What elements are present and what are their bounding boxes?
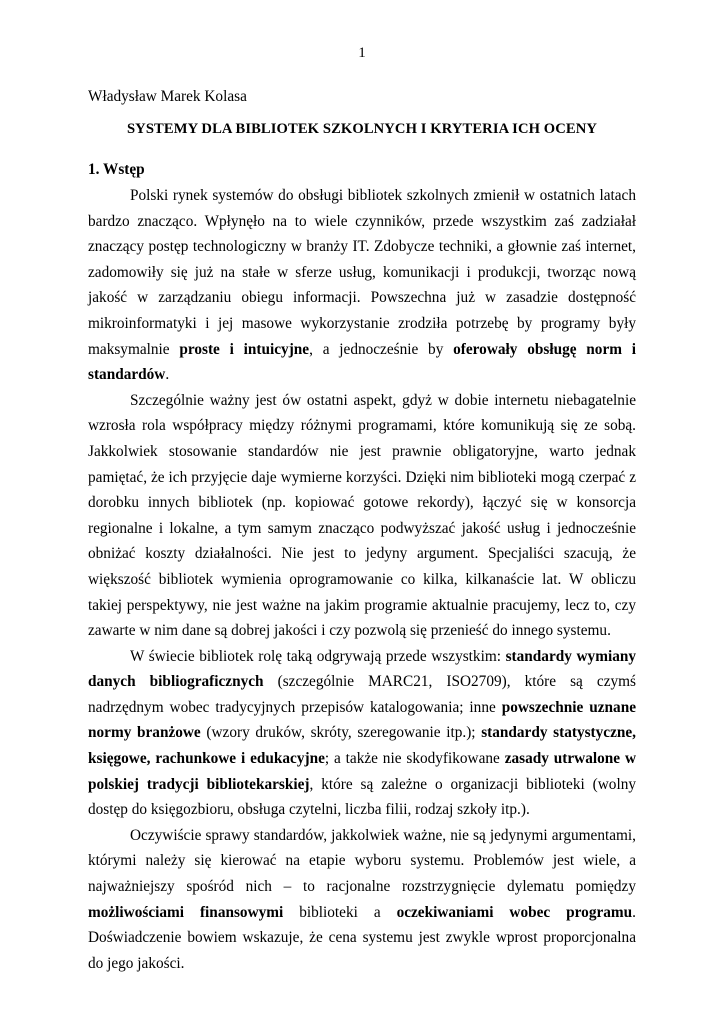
paragraph-1: Polski rynek systemów do obsługi bibliotek szkolnych zmienił w ostatnich latach bardzo znacząco. Wpłynęło na to wiele czynników, przede wszystkim zaś zadziałał znaczący postęp technologiczny w branży IT. Zdobycze techniki, a głownie zaś internet, zadomowiły się już na stałe w sferze usług, komunikacji i produkcji, tworząc nową jakość w zarządzaniu obiegu informacji. Powszechna już w zasadzie dostępność mikroinformatyki i jej masowe wykorzystanie zrodziła potrzebę by programy były maksymalnie proste i intuicyjne, a jednocześnie by oferowały obsługę norm i standardów.	[88, 187, 637, 384]
bold-phrase: zasady utrwalone w polskiej tradycji bibliotekarskiej	[88, 750, 636, 793]
bold-phrase: proste i intuicyjne	[179, 340, 310, 358]
bold-phrase: możliwościami finansowymi	[88, 903, 284, 921]
bold-phrase: oczekiwaniami wobec programu	[396, 903, 633, 921]
bold-phrase: oferowały obsługę norm i standardów	[88, 340, 637, 384]
paragraph-2: Szczególnie ważny jest ów ostatni aspekt, gdyż w dobie internetu niebagatelnie wzrosła rola współpracy między różnymi programami, które komunikują się ze sobą. Jakkolwiek stosowanie standardów nie jest prawnie obligatoryjne, warto jednak pamiętać, że ich przyjęcie daje wymierne korzyści. Dzięki nim biblioteki mogą czerpać z dorobku innych bibliotek (np. kopiować gotowe rekordy), łączyć się w konsorcja regionalne i lokalne, a tym samym znacząco podwyższać jakość usług i jednocześnie obniżać koszty działalności. Nie jest to jedyny argument. Specjaliści szacują, że większość bibliotek wymienia oprogramowanie co kilka, kilkanaście lat. W obliczu takiej perspektywy, nie jest ważne na jakim programie aktualnie pracujemy, lecz to, czy zawarte w nim dane są dobrej jakości i czy pozwolą się przenieść do innego systemu.	[88, 391, 636, 640]
paragraph-4: Oczywiście sprawy standardów, jakkolwiek ważne, nie są jedynymi argumentami, którymi należy się kierować na etapie wyboru systemu. Problemów jest wiele, a najważniejszy spośród nich – to racjonalne rozstrzygnięcie dylematu pomiędzy możliwościami finansowymi biblioteki a oczekiwaniami wobec programu. Doświadczenie bowiem wskazuje, że cena systemu jest zwykle wprost proporcjonalna do jego jakości.	[88, 826, 636, 972]
bold-phrase: powszechnie uznane normy branżowe	[88, 698, 636, 742]
bold-phrase: standardy wymiany danych bibliograficznych	[88, 647, 637, 691]
author-name: Władysław Marek Kolasa	[88, 88, 247, 105]
section-heading: 1. Wstęp	[88, 161, 145, 178]
paragraph-3: W świecie bibliotek rolę taką odgrywają przede wszystkim: standardy wymiany danych bibliograficznych (szczególnie MARC21, ISO2709), które są czymś nadrzędnym wobec tradycyjnych przepisów katalogowania; inne powszechnie uznane normy branżowe (wzory druków, skróty, szeregowanie itp.); standardy statystyczne, księgowe, rachunkowe i edukacyjne; a także nie skodyfikowane zasady utrwalone w polskiej tradycji bibliotekarskiej, które są zależne o organizacji biblioteki (wolny dostęp do księgozbioru, obsługa czytelni, liczba filii, rodzaj szkoły itp.).	[88, 647, 637, 819]
document-title: SYSTEMY DLA BIBLIOTEK SZKOLNYCH I KRYTERIA ICH OCENY	[126, 121, 598, 137]
page-number: 1	[358, 45, 366, 61]
bold-phrase: standardy statystyczne, księgowe, rachunkowe i edukacyjne	[88, 724, 636, 768]
body-text	[88, 183, 636, 976]
